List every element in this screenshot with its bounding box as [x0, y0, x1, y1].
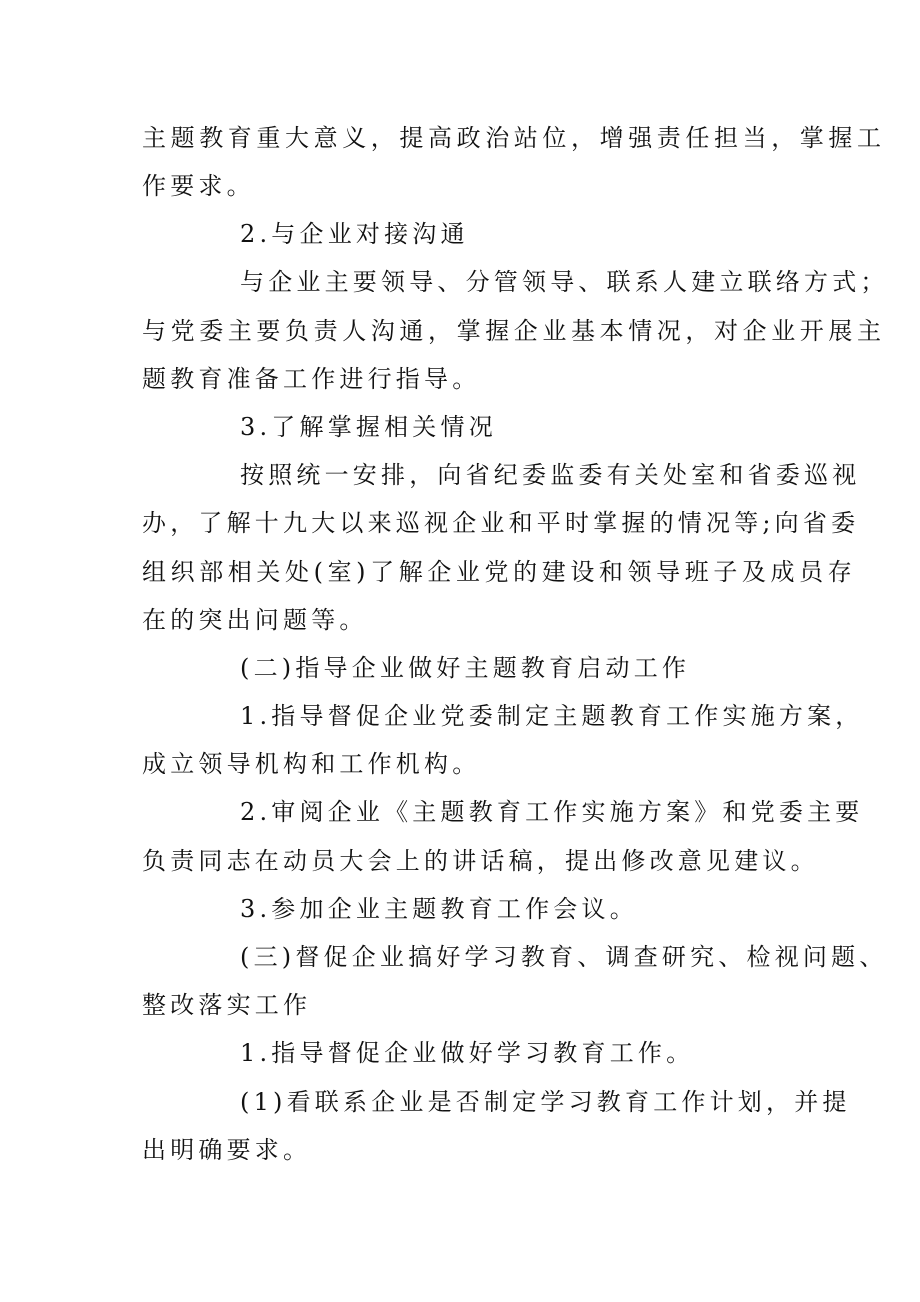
paragraph-line: 2.审阅企业《主题教育工作实施方案》和党委主要: [240, 798, 864, 826]
paragraph-line: 1.指导督促企业做好学习教育工作。: [240, 1039, 695, 1067]
section-heading: (二)指导企业做好主题教育启动工作: [240, 654, 691, 682]
paragraph-line: (1)看联系企业是否制定学习教育工作计划，并提: [240, 1088, 851, 1116]
paragraph-line: 在的突出问题等。: [142, 606, 368, 634]
paragraph-line: 成立领导机构和工作机构。: [142, 750, 481, 778]
paragraph-line: 按照统一安排，向省纪委监委有关处室和省委巡视: [240, 461, 861, 489]
paragraph-line: 组织部相关处(室)了解企业党的建设和领导班子及成员存: [142, 558, 857, 586]
paragraph-line: 办，了解十九大以来巡视企业和平时掌握的情况等;向省委: [142, 509, 860, 537]
paragraph-line: 题教育准备工作进行指导。: [142, 365, 481, 393]
section-heading-continued: 整改落实工作: [142, 991, 312, 1019]
section-heading: 2.与企业对接沟通: [240, 220, 469, 248]
section-heading: (三)督促企业搞好学习教育、调查研究、检视问题、: [240, 943, 888, 971]
section-heading: 3.了解掌握相关情况: [240, 413, 497, 441]
paragraph-line: 与党委主要负责人沟通，掌握企业基本情况，对企业开展主: [142, 317, 886, 345]
paragraph-line: 作要求。: [142, 172, 255, 200]
paragraph-line: 负责同志在动员大会上的讲话稿，提出修改意见建议。: [142, 847, 819, 875]
paragraph-line: 1.指导督促企业党委制定主题教育工作实施方案，: [240, 702, 864, 730]
paragraph-line: 出明确要求。: [142, 1136, 312, 1164]
paragraph-line: 主题教育重大意义，提高政治站位，增强责任担当，掌握工: [142, 124, 886, 152]
paragraph-line: 与企业主要领导、分管领导、联系人建立联络方式；: [240, 268, 889, 296]
paragraph-line: 3.参加企业主题教育工作会议。: [240, 895, 638, 923]
